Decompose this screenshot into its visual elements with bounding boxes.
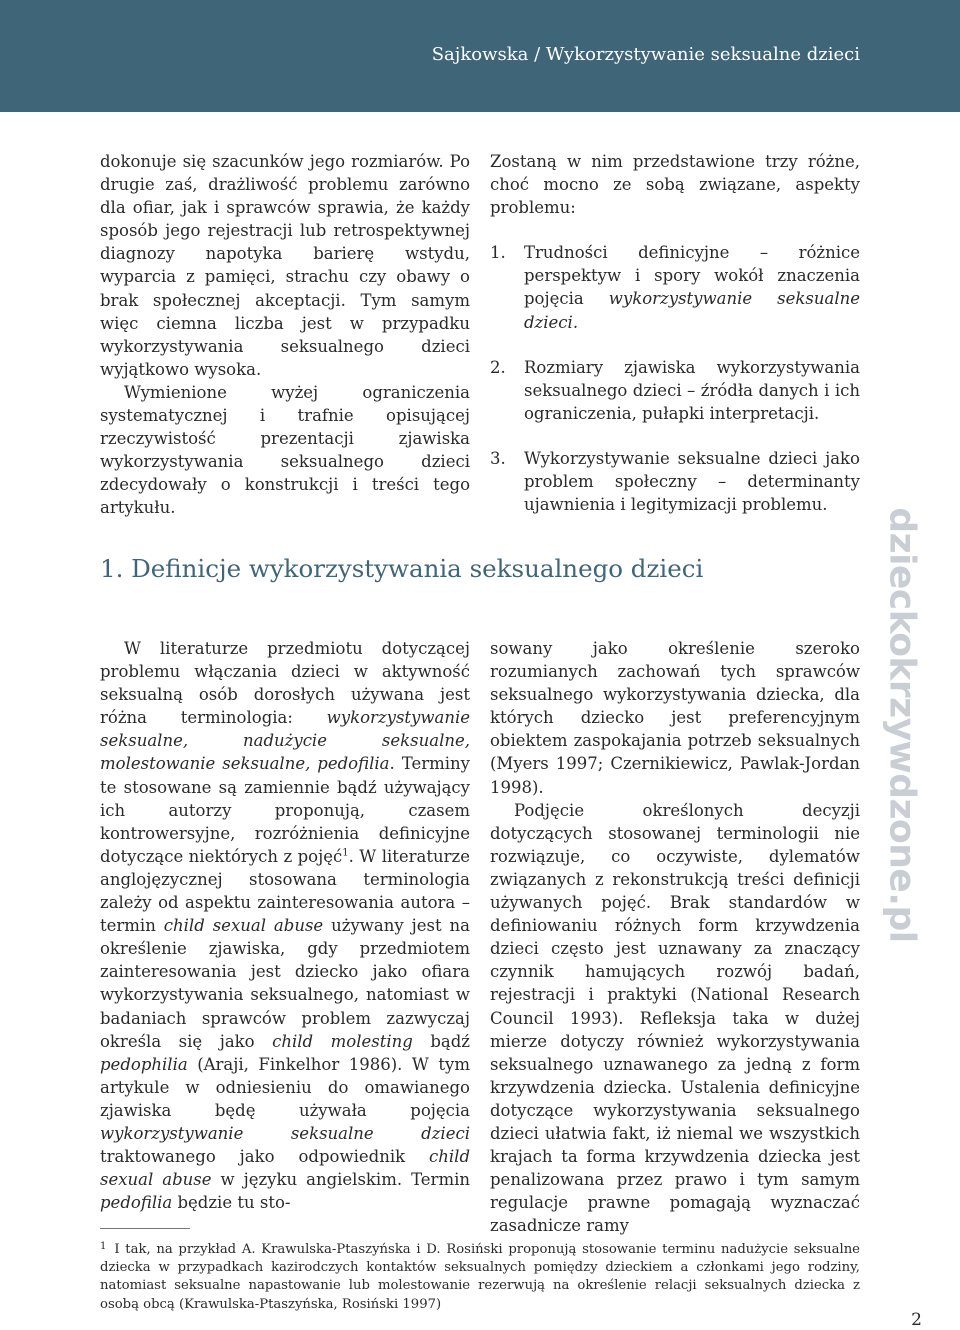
italic-run: child sexual abuse xyxy=(100,1147,470,1190)
intro-paragraph-2: Wymienione wyżej ograniczenia systematycznej i trafnie opisującej rzeczywistość prezentacji zjawiska wykorzystywania seksualnego dzieci zdecydowały o konstrukcji i treści tego artykułu. xyxy=(100,382,470,518)
list-item-number: 2. xyxy=(490,357,506,377)
italic-run: child molesting xyxy=(272,1031,413,1051)
text-run: . Terminy te stosowane są zamiennie bądź używający ich autorzy proponują, czasem kontrowersyjne, rozróżnienia definicyjne dotyczące niektórych z pojęć xyxy=(100,754,470,866)
italic-run: pedophilia xyxy=(100,1054,188,1074)
list-item-text: Trudności definicyjne – różnice perspektyw i spory wokół znaczenia pojęcia xyxy=(524,243,860,309)
list-item-number: 3. xyxy=(490,448,506,468)
body-paragraph: Podjęcie określonych decyzji dotyczących stosowanej terminologii nie rozwiązuje, co oczywiste, dylematów związanych z rekonstrukcją treści definicji używanych pojęć. Brak standardów w definiowaniu różnych form krzywdzenia dzieci często jest uznawany za znaczący czynnik hamujących rozwój badań, rejestracji i praktyki (National Research Council 1993). Refleksja taka w dużej mierze dotyczy również wykorzystywania seksualnego uznawanego za jedną z form krzywdzenia dziecka. Ustalenia definicyjne dotyczące wykorzystywania seksualnego dzieci ułatwia fakt, iż niemal we wszystkich krajach ta forma krzywdzenia dziecka jest penalizowana przez prawo i tym samym regulacje prawne pomagają wyznaczać zasadnicze ramy xyxy=(490,800,860,1236)
watermark-text: dzieckokrzywdzone.pl xyxy=(881,507,923,943)
text-run: w języku angielskim. Termin xyxy=(211,1170,470,1190)
text-run: (Araji, Finkelhor 1986). W tym artykule w odniesieniu do omawianego zjawiska będę używała pojęcia xyxy=(100,1054,470,1120)
intro-paragraph-1: dokonuje się szacunków jego rozmiarów. Po drugie zaś, drażliwość problemu zarówno dla ofiar, jak i sprawców sprawia, że każdy sposób jego rejestracji lub retrospektywnej diagnozy napotyka barierę wstydu, wyparcia z pamięci, strachu czy obawy o brak społecznej akceptacji. Tym samym więc ciemna liczba jest w przypadku wykorzystywania seksualnego dzieci wyjątkowo wysoka. xyxy=(100,152,470,379)
list-item-italic: wykorzystywanie seksualne dzieci. xyxy=(524,289,861,332)
text-run: będzie tu sto- xyxy=(172,1193,291,1213)
italic-run: wykorzystywanie seksualne, nadużycie seksualne, molestowanie seksualne, pedofilia xyxy=(100,708,470,774)
footnote-text: I tak, na przykład A. Krawulska-Ptaszyńska i D. Rosiński proponują stosowanie terminu nadużycie seksualne dziecka w przypadkach kazirodczych kontaktów seksualnych pomiędzy dzieckiem a członkami jego rodziny, natomiast seksualne napastowanie lub molestowanie rezerwują na określenie relacji seksualnych dziecka z osobą obcą (Krawulska-Ptaszyńska, Rosiński 1997) xyxy=(100,1242,860,1312)
body-paragraph xyxy=(100,637,470,1214)
italic-run: child sexual abuse xyxy=(163,916,324,936)
intro-lead: Zostaną w nim przedstawione trzy różne, choć mocno ze sobą związane, aspekty problemu: xyxy=(490,152,860,218)
list-item xyxy=(490,241,860,333)
body-paragraph: sowany jako określenie szeroko rozumianych zachowań tych sprawców seksualnego wykorzystywania dziecka, dla których dziecko jest preferencyjnym obiektem zaspokajania potrzeb seksualnych (Myers 1997; Czernikiewicz, Pawlak-Jordan 1998). xyxy=(490,639,860,797)
italic-run: pedofilia xyxy=(100,1193,173,1213)
intro-right-column xyxy=(490,150,860,516)
section-heading: 1. Definicje wykorzystywania seksualnego dzieci xyxy=(100,554,704,583)
header-band xyxy=(0,0,960,112)
text-run: używany jest na określenie zjawiska, gdy przedmiotem zainteresowania jest dziecko jako ofiara wykorzystywania seksualnego, natomiast w badaniach sprawców problem zazwyczaj określa się jako xyxy=(100,916,471,1051)
text-run: traktowanego jako odpowiednik xyxy=(100,1147,430,1167)
list-item-number: 1. xyxy=(490,243,506,263)
list-item xyxy=(490,356,860,425)
body-left-column xyxy=(100,637,470,1214)
footnote-reference[interactable]: 1 xyxy=(342,847,349,859)
list-item-text: Rozmiary zjawiska wykorzystywania seksualnego dzieci – źródła danych i ich ograniczenia, pułapki interpretacji. xyxy=(524,357,860,423)
aspects-list xyxy=(490,241,860,516)
page-number: 2 xyxy=(911,1310,922,1330)
body-right-column xyxy=(490,637,860,1237)
intro-left-column xyxy=(100,150,470,520)
text-run: W literaturze przedmiotu dotyczącej problemu włączania dzieci w aktywność seksualną osób dorosłych używana jest różna terminologia: xyxy=(100,639,470,728)
footnote-divider xyxy=(100,1228,190,1229)
list-item-text: Wykorzystywanie seksualne dzieci jako problem społeczny – determinanty ujawnienia i legitymizacji problemu. xyxy=(524,448,860,515)
footnote-mark: 1 xyxy=(100,1241,107,1252)
text-run: bądź xyxy=(412,1031,471,1051)
italic-run: wykorzystywanie seksualne dzieci xyxy=(100,1123,470,1143)
text-run: . W literaturze anglojęzycznej stosowana terminologia zależy od aspektu zainteresowania autora – termin xyxy=(100,846,470,936)
running-title: Sajkowska / Wykorzystywanie seksualne dzieci xyxy=(431,44,860,65)
list-item xyxy=(490,447,860,516)
footnote xyxy=(100,1238,860,1314)
